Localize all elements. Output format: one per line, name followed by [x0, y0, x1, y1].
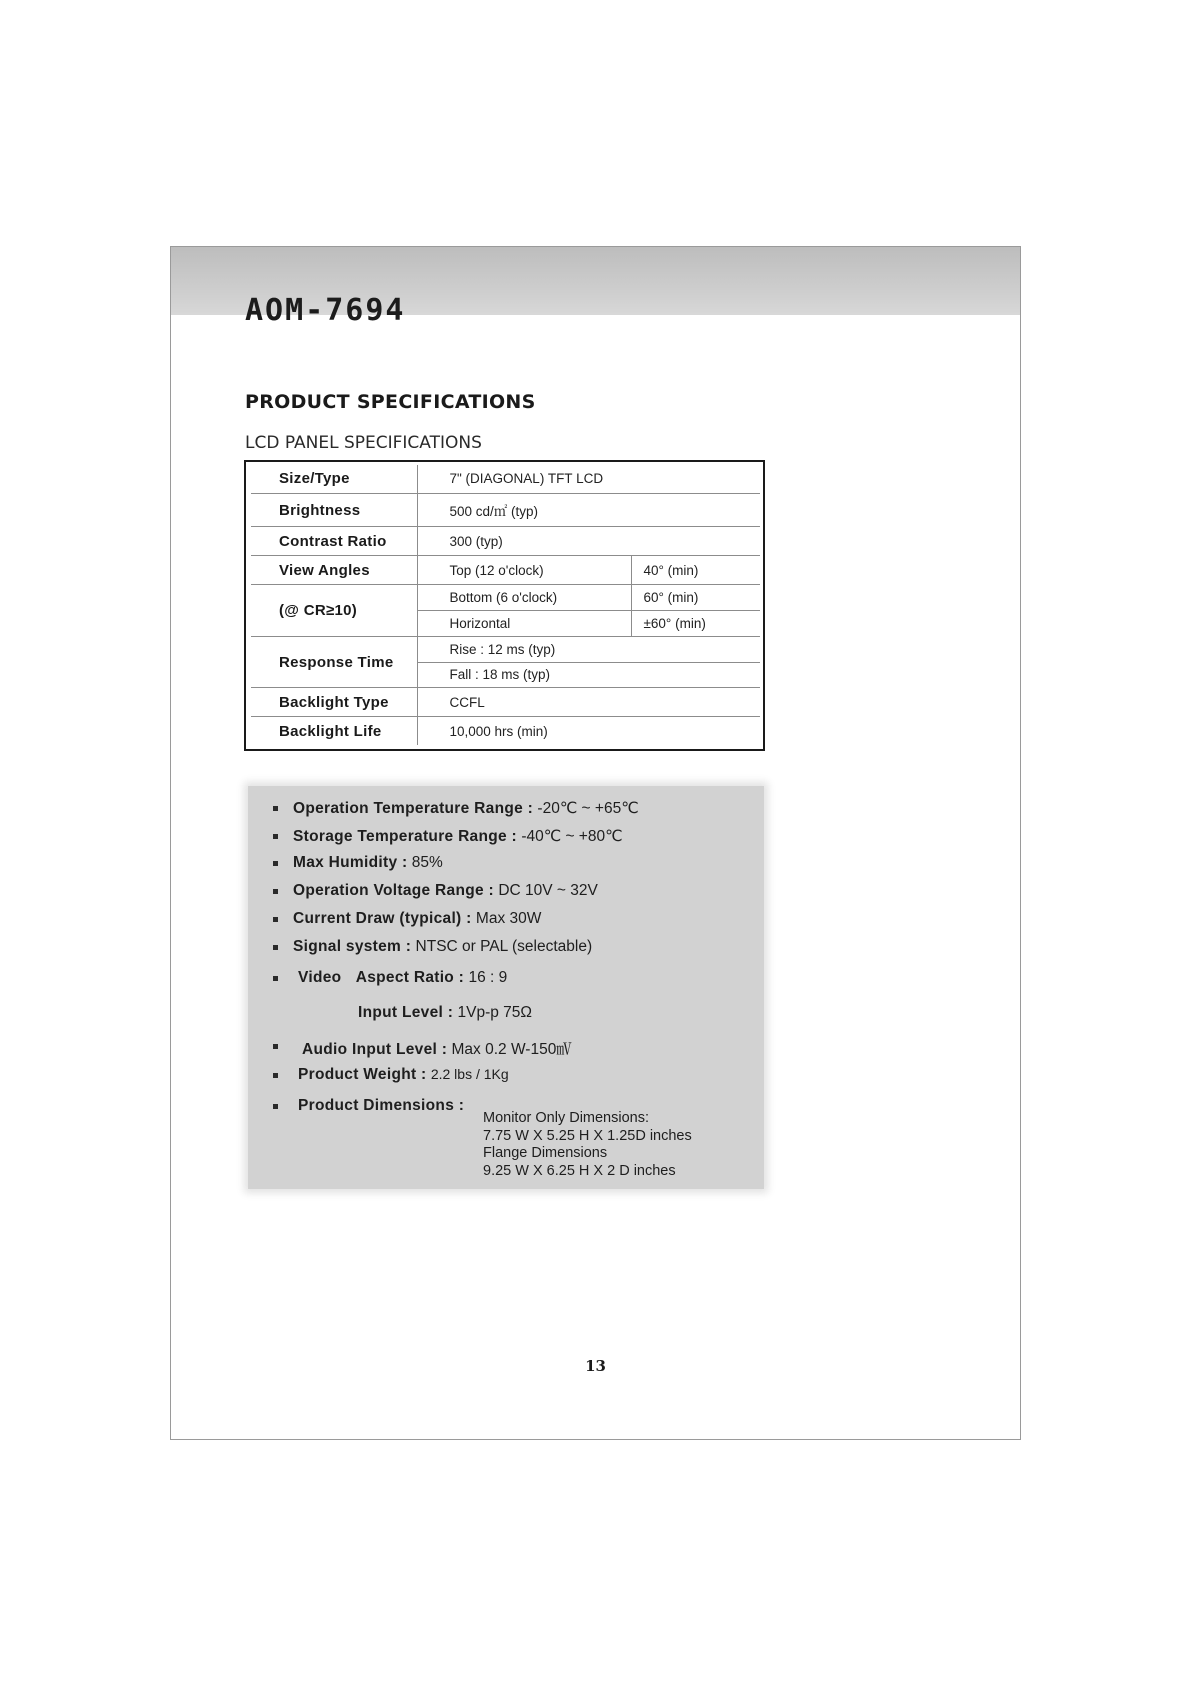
list-item [293, 910, 541, 928]
table-row [251, 465, 760, 493]
audio-input-label: Audio Input Level : [302, 1041, 448, 1058]
storage-temp-value: -40℃ ~ +80℃ [521, 828, 623, 845]
video-input-level-value: 1Vp-p 75Ω [457, 1004, 532, 1021]
table-row [251, 527, 760, 556]
model-title: AOM-7694 [245, 293, 406, 328]
humidity-label: Max Humidity : [293, 854, 408, 871]
video-label: Video [298, 969, 342, 986]
general-specs-box [248, 786, 764, 1189]
signal-label: Signal system : [293, 938, 412, 955]
bullet-icon [273, 834, 278, 839]
size-type-value: 7" (DIAGONAL) TFT LCD [417, 465, 760, 493]
view-angle-value: 40° (min) [631, 556, 760, 585]
bullet-icon [273, 1073, 278, 1078]
list-item [293, 799, 639, 818]
table-row [251, 688, 760, 717]
lcd-spec-table [244, 460, 765, 751]
list-item [358, 1004, 532, 1022]
table-row [251, 556, 760, 585]
dimensions-label: Product Dimensions : [298, 1097, 465, 1114]
weight-label: Product Weight : [298, 1066, 427, 1083]
view-angle-value: 60° (min) [631, 585, 760, 611]
view-angle-pos: Top (12 o'clock) [417, 556, 631, 585]
list-item [293, 882, 598, 900]
list-item [293, 938, 592, 956]
view-angles-label: View Angles [251, 556, 417, 585]
voltage-value: DC 10V ~ 32V [498, 882, 598, 899]
list-item [293, 827, 623, 846]
audio-input-value: Max 0.2 W-150㎷ [451, 1041, 572, 1058]
table-row [251, 493, 760, 527]
view-angles-condition: (@ CR≥10) [251, 585, 417, 636]
op-temp-value: -20℃ ~ +65℃ [537, 800, 639, 817]
bullet-icon [273, 861, 278, 866]
current-label: Current Draw (typical) : [293, 910, 472, 927]
dimension-line: 7.75 W X 5.25 H X 1.25D inches [483, 1127, 692, 1144]
backlight-life-label: Backlight Life [251, 717, 417, 745]
contrast-label: Contrast Ratio [251, 527, 417, 556]
bullet-icon [273, 889, 278, 894]
aspect-ratio-value: 16 : 9 [468, 969, 508, 986]
bullet-icon [273, 976, 278, 981]
current-value: Max 30W [475, 910, 542, 927]
backlight-life-value: 10,000 hrs (min) [417, 717, 760, 745]
backlight-type-label: Backlight Type [251, 688, 417, 717]
bullet-icon [273, 917, 278, 922]
list-item [298, 1066, 509, 1084]
dimensions-values [483, 1110, 692, 1180]
video-input-level-label: Input Level : [358, 1004, 454, 1021]
list-item [298, 969, 507, 987]
lcd-panel-title: LCD PANEL SPECIFICATIONS [245, 433, 482, 453]
view-angle-pos: Bottom (6 o'clock) [417, 585, 631, 611]
op-temp-label: Operation Temperature Range : [293, 800, 534, 817]
bullet-icon [273, 806, 278, 811]
bullet-icon [273, 945, 278, 950]
dimension-line: 9.25 W X 6.25 H X 2 D inches [483, 1162, 676, 1179]
humidity-value: 85% [411, 854, 443, 871]
response-time-label: Response Time [251, 636, 417, 687]
bullet-icon [273, 1044, 278, 1049]
aspect-ratio-label: Aspect Ratio : [355, 969, 465, 986]
brightness-value: 500 cd/㎡ (typ) [417, 493, 760, 527]
brightness-label: Brightness [251, 493, 417, 527]
storage-temp-label: Storage Temperature Range : [293, 828, 518, 845]
table-row [251, 717, 760, 745]
contrast-value: 300 (typ) [417, 527, 760, 556]
response-rise: Rise : 12 ms (typ) [417, 636, 760, 662]
signal-value: NTSC or PAL (selectable) [415, 938, 593, 955]
view-angle-value: ±60° (min) [631, 611, 760, 637]
table-row [251, 585, 760, 611]
section-title: PRODUCT SPECIFICATIONS [245, 391, 536, 413]
backlight-type-value: CCFL [417, 688, 760, 717]
list-item [293, 854, 443, 872]
bullet-icon [273, 1104, 278, 1109]
list-item [302, 1037, 572, 1059]
size-type-label: Size/Type [251, 465, 417, 493]
dimension-line: Flange Dimensions [483, 1145, 608, 1161]
voltage-label: Operation Voltage Range : [293, 882, 494, 899]
response-fall: Fall : 18 ms (typ) [417, 662, 760, 688]
dimension-line: Monitor Only Dimensions: [483, 1110, 649, 1126]
weight-value: 2.2 lbs / 1Kg [430, 1066, 509, 1082]
list-item [298, 1097, 464, 1115]
page-frame [170, 246, 1021, 1440]
view-angle-pos: Horizontal [417, 611, 631, 637]
table-row [251, 636, 760, 662]
page-number: 13 [585, 1357, 606, 1375]
